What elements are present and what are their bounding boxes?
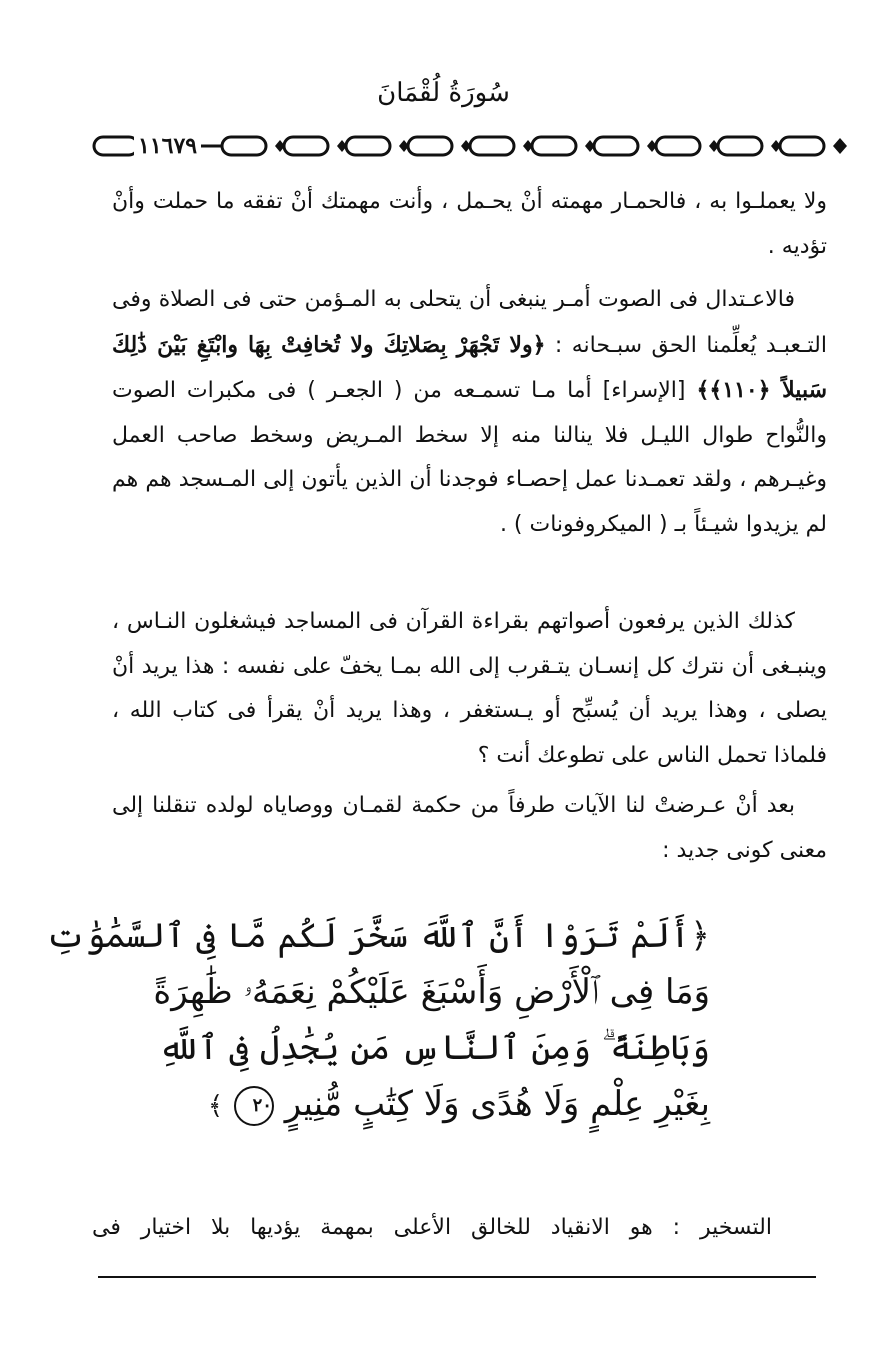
paragraph-5-text: التسخير : هو الانقياد للخالق الأعلى بمهمة يؤديها بلا اختيار فى bbox=[92, 1215, 772, 1240]
paragraph-4 bbox=[112, 784, 827, 873]
paragraph-1 bbox=[112, 180, 827, 269]
inline-verse: ﴿ولا تَجْهَرْ بِصَلاتِكَ ولا تُخافِتْ بِهَا وابْتَغِ بَيْنَ ذَٰلِكَ سَبيلاً ﴿١١٠﴾﴾ bbox=[112, 331, 828, 403]
paragraph-5 bbox=[92, 1206, 772, 1250]
paragraph-4-text: بعد أنْ عـرضتْ لنا الآيات طرفاً من حكمة لقمـان ووصاياه لولده تنقلنا إلى معنى كونى جديد : bbox=[112, 793, 827, 863]
quran-line-2: وَمَا فِى ٱلْأَرْضِ وَأَسْبَغَ عَلَيْكُمْ نِعَمَهُۥ ظَٰهِرَةً bbox=[153, 972, 710, 1012]
verse-end-ornament: ﴾ bbox=[207, 1091, 224, 1121]
surah-title: سُورَةُ لُقْمَانَ bbox=[377, 78, 510, 108]
paragraph-1-text: ولا يعملـوا به ، فالحمـار مهمته أنْ يحـمل ، وأنت مهمتك أنْ تفقه ما حملت وأنْ تؤديه . bbox=[112, 189, 827, 259]
paragraph-3 bbox=[112, 600, 827, 778]
ayah-number-marker: ٢٠ bbox=[234, 1086, 274, 1126]
paragraph-3-text: كذلك الذين يرفعون أصواتهم بقراءة القرآن فى المساجد فيشغلون النـاس ، وينبـغى أن نترك كل إنسـان يتـقرب إلى الله بمـا يخفّ على نفسه : هذا يريد أنْ يصلى ، وهذا يريد أن يُسبِّح أو يـستغفر ، وهذا يريد أنْ يقرأ فى كتاب الله ، فلماذا تحمل الناس على تطوعك أنت ؟ bbox=[112, 609, 827, 768]
footer-divider bbox=[98, 1276, 816, 1278]
page-number: ١١٦٧٩ bbox=[134, 130, 201, 162]
paragraph-2-text bbox=[112, 278, 827, 547]
paragraph-2-rest: أما مـا تسمـعه من ( الجعـر ) فى مكبرات الصوت والنُّواح طوال الليـل فلا ينالنا منه إلا سخط المـريض وسخط صاحب العمل وغيـرهم ، ولقد تعمـدنا عمل إحصـاء فوجدنا أن الذين يأتون إلى المـسجد هم هم لم يزيدوا شيـئاً بـ ( الميكروفونات ) . bbox=[112, 378, 827, 537]
header-ornament-band bbox=[92, 128, 857, 164]
quran-verse-block bbox=[45, 908, 710, 1134]
paragraph-2-intro: فالاعـتدال فى الصوت أمـر ينبغى أن يتحلى به المـؤمن حتى فى الصلاة وفى التـعبـد يُعلِّمنا الحق سبـحانه : bbox=[112, 287, 827, 358]
paragraph-2 bbox=[112, 278, 827, 547]
quran-line-4-wrap bbox=[207, 1076, 710, 1134]
quran-line-1: ﴿أَلَمْ تَرَوْا أَنَّ ٱللَّهَ سَخَّرَ لَكُم مَّا فِى ٱلسَّمَٰوَٰتِ bbox=[45, 916, 710, 956]
quran-line-3: وَبَاطِنَةً ۗ وَمِنَ ٱلنَّاسِ مَن يُجَٰدِلُ فِى ٱللَّهِ bbox=[158, 1028, 710, 1068]
quran-line-4: بِغَيْرِ عِلْمٍ وَلَا هُدًى وَلَا كِتَٰبٍ مُّنِيرٍ bbox=[284, 1084, 710, 1124]
verse-reference: [الإسراء] bbox=[591, 378, 697, 403]
